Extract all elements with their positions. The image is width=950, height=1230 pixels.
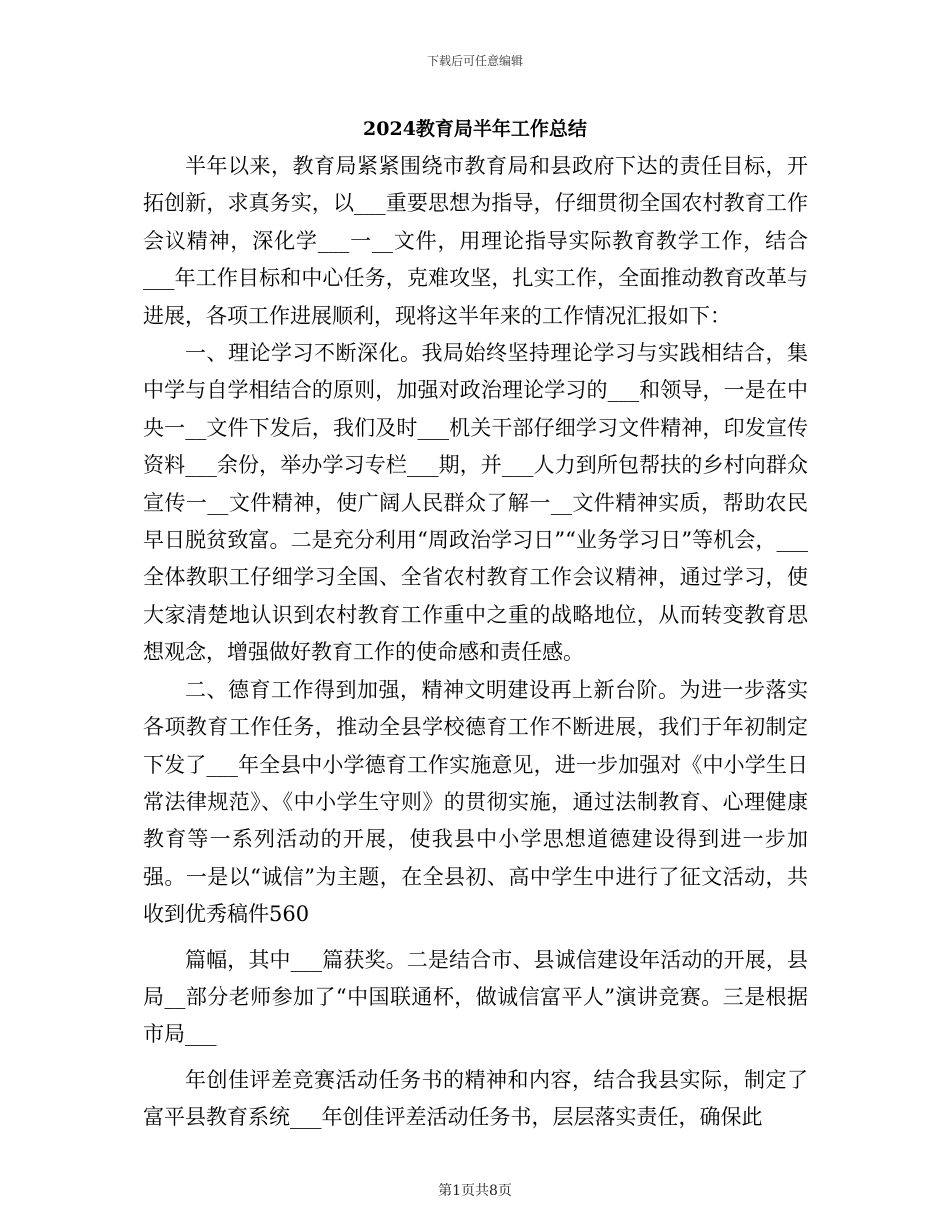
page-header-note: 下载后可任意编辑 bbox=[426, 54, 523, 68]
paragraph-competition-task: 年创佳评差竞赛活动任务书的精神和内容，结合我县实际，制定了富平县教育系统___年创佳评差活动任务书，层层落实责任，确保此 bbox=[143, 1067, 808, 1130]
paragraph-intro: 半年以来，教育局紧紧围绕市教育局和县政府下达的责任目标，开拓创新，求真务实，以___重要思想为指导，仔细贯彻全国农村教育工作会议精神，深化学___一__文件，用理论指导实际教育教学工作，结合___年工作目标和中心任务，克难攻坚，扎实工作，全面推动教育改革与进展，各项工作进展顺利，现将这半年来的工作情况汇报如下： bbox=[143, 154, 808, 328]
paragraph-moral-education: 二、德育工作得到加强，精神文明建设再上新台阶。为进一步落实各项教育工作任务，推动全县学校德育工作不断进展，我们于年初制定下发了___年全县中小学德育工作实施意见，进一步加强对《中小学生日常法律规范》、《中小学生守则》的贯彻实施，通过法制教育、心理健康教育等一系列活动的开展，使我县中小学思想道德建设得到进一步加强。一是以“诚信”为主题，在全县初、高中学生中进行了征文活动，共收到优秀稿件560 bbox=[143, 677, 808, 927]
document-body bbox=[143, 148, 808, 1137]
paragraph-theory-study: 一、理论学习不断深化。我局始终坚持理论学习与实践相结合，集中学与自学相结合的原则，加强对政治理论学习的___和领导，一是在中央一__文件下发后，我们及时___机关干部仔细学习文件精神，印发宣传资料___余份，举办学习专栏___期，并___人力到所包帮扶的乡村向群众宣传一__文件精神，使广阔人民群众了解一__文件精神实质，帮助农民早日脱贫致富。二是充分利用“周政治学习日”“业务学习日”等机会，___全体教职工仔细学习全国、全省农村教育工作会议精神，通过学习，使大家清楚地认识到农村教育工作重中之重的战略地位，从而转变教育思想观念，增强做好教育工作的使命感和责任感。 bbox=[143, 341, 808, 665]
paragraph-essay-awards: 篇幅，其中___篇获奖。二是结合市、县诚信建设年活动的开展，县局__部分老师参加了“中国联通杯，做诚信富平人”演讲竞赛。三是根据市局___ bbox=[143, 947, 808, 1047]
document-title: 2024教育局半年工作总结 bbox=[363, 118, 587, 140]
page-footer-page-number: 第1页共8页 bbox=[438, 1183, 512, 1199]
